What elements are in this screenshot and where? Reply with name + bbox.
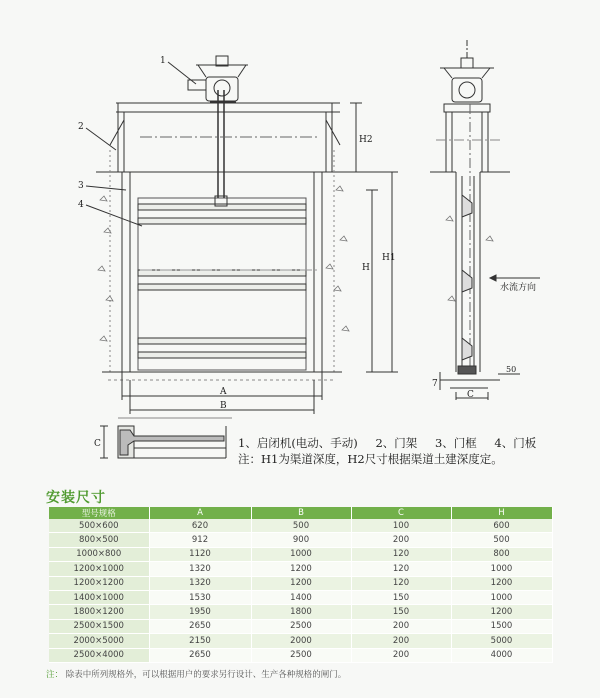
section-title: 安装尺寸 — [46, 490, 106, 506]
callout-3: 3 — [78, 181, 84, 191]
value-cell: 200 — [351, 619, 451, 633]
table-row — [49, 619, 552, 633]
value-cell: 1400 — [251, 590, 351, 604]
model-cell: 500×600 — [49, 519, 149, 533]
legend-item: 4、门板 — [494, 436, 537, 450]
legend-item: 3、门框 — [434, 436, 477, 450]
value-cell: 800 — [451, 547, 552, 561]
callout-4: 4 — [78, 200, 84, 210]
table-header: B — [251, 507, 351, 519]
value-cell: 100 — [351, 519, 451, 533]
table-header-row — [49, 507, 552, 519]
value-cell: 150 — [351, 590, 451, 604]
table-row — [49, 533, 552, 547]
value-cell: 120 — [351, 547, 451, 561]
model-cell: 2500×1500 — [49, 619, 149, 633]
table-row — [49, 547, 552, 561]
value-cell: 500 — [251, 519, 351, 533]
flow-direction-label: 水流方向 — [500, 283, 537, 293]
value-cell: 1320 — [149, 576, 251, 590]
model-cell: 2000×5000 — [49, 634, 149, 648]
value-cell: 1200 — [451, 605, 552, 619]
value-cell: 200 — [351, 648, 451, 662]
value-cell: 912 — [149, 533, 251, 547]
value-cell: 2650 — [149, 648, 251, 662]
spec-table — [49, 507, 553, 663]
table-header: H — [451, 507, 552, 519]
value-cell: 500 — [451, 533, 552, 547]
value-cell: 120 — [351, 576, 451, 590]
component-legend — [238, 435, 550, 451]
value-cell: 2500 — [251, 619, 351, 633]
table-header: 型号规格 — [49, 507, 149, 519]
model-cell: 1800×1200 — [49, 605, 149, 619]
value-cell: 1320 — [149, 562, 251, 576]
table-row — [49, 519, 552, 533]
value-cell: 1200 — [451, 576, 552, 590]
value-cell: 1530 — [149, 590, 251, 604]
dim-c-section: C — [94, 439, 101, 449]
value-cell: 2500 — [251, 648, 351, 662]
value-cell: 2000 — [251, 634, 351, 648]
value-cell: 150 — [351, 605, 451, 619]
value-cell: 620 — [149, 519, 251, 533]
model-cell: 800×500 — [49, 533, 149, 547]
value-cell: 1800 — [251, 605, 351, 619]
dim-b: B — [220, 401, 227, 411]
dim-50: 50 — [506, 365, 517, 374]
value-cell: 1000 — [251, 547, 351, 561]
model-cell: 1200×1000 — [49, 562, 149, 576]
model-cell: 1200×1200 — [49, 576, 149, 590]
callout-7: 7 — [432, 379, 438, 389]
value-cell: 2650 — [149, 619, 251, 633]
value-cell: 1000 — [451, 590, 552, 604]
value-cell: 1950 — [149, 605, 251, 619]
model-cell: 1000×800 — [49, 547, 149, 561]
dim-c: C — [467, 390, 474, 400]
value-cell: 200 — [351, 533, 451, 547]
front-view — [86, 56, 398, 414]
table-row — [49, 605, 552, 619]
table-header: C — [351, 507, 451, 519]
legend-item: 1、启闭机(电动、手动) — [238, 436, 358, 450]
value-cell: 1000 — [451, 562, 552, 576]
callout-1: 1 — [160, 56, 166, 66]
value-cell: 120 — [351, 562, 451, 576]
section-detail — [100, 418, 232, 458]
value-cell: 600 — [451, 519, 552, 533]
value-cell: 200 — [351, 634, 451, 648]
table-header: A — [149, 507, 251, 519]
callout-2: 2 — [78, 122, 84, 132]
dim-h2: H2 — [359, 135, 373, 145]
model-cell: 2500×4000 — [49, 648, 149, 662]
table-row — [49, 562, 552, 576]
value-cell: 900 — [251, 533, 351, 547]
footnote-text: 除表中所列规格外，可以根据用户的要求另行设计、生产各种规格的闸门。 — [65, 670, 347, 680]
hoist — [188, 56, 248, 102]
table-row — [49, 634, 552, 648]
footnote-label: 注： — [46, 670, 64, 680]
value-cell: 1500 — [451, 619, 552, 633]
legend-item: 2、门架 — [375, 436, 418, 450]
value-cell: 4000 — [451, 648, 552, 662]
table-row — [49, 590, 552, 604]
table-row — [49, 576, 552, 590]
footnote — [46, 668, 346, 680]
value-cell: 1200 — [251, 562, 351, 576]
dim-a: A — [220, 387, 227, 397]
value-cell: 2150 — [149, 634, 251, 648]
table-row — [49, 648, 552, 662]
model-cell: 1400×1000 — [49, 590, 149, 604]
drawing-note: 注：H1为渠道深度，H2尺寸根据渠道土建深度定。 — [238, 452, 503, 466]
dim-h1: H1 — [382, 253, 396, 263]
dim-h: H — [362, 263, 370, 273]
value-cell: 5000 — [451, 634, 552, 648]
value-cell: 1200 — [251, 576, 351, 590]
side-view — [430, 40, 540, 400]
value-cell: 1120 — [149, 547, 251, 561]
